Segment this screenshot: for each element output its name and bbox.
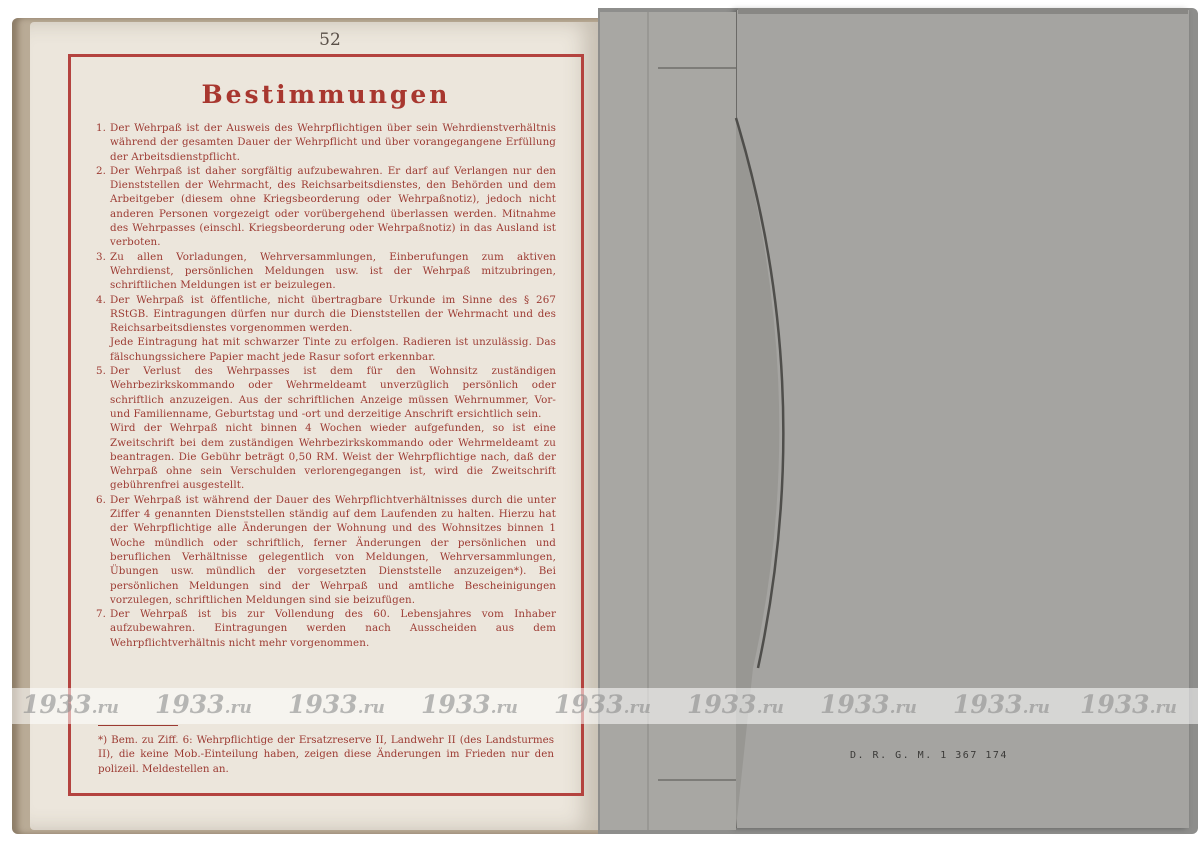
rule-text: Der Wehrpaß ist der Ausweis des Wehrpflichtigen über sein Wehrdienstverhältnis während der gesamten Dauer der Wehrpflicht und über vorangegangene Erfüllung der Arbeitsdienstpflicht. — [110, 122, 556, 163]
page-title: Bestimmungen — [201, 80, 451, 109]
watermark-text: 1933.ru — [421, 690, 518, 719]
rule-item — [96, 607, 556, 650]
watermark-text: 1933.ru — [155, 690, 252, 719]
watermark-text: 1933.ru — [1080, 690, 1177, 719]
rule-item — [96, 121, 556, 164]
rule-text: Der Wehrpaß ist öffentliche, nicht übertragbare Urkunde im Sinne des § 267 RStGB. Eintragungen dürfen nur durch die Dienststellen der Wehrmacht und des Reichsarbeitsdienstes vorgenommen werden. — [110, 293, 556, 335]
watermark-text: 1933.ru — [820, 690, 917, 719]
rule-text: Der Wehrpaß ist daher sorgfältig aufzubewahren. Er darf auf Verlangen nur den Dienststellen der Wehrmacht, des Reichsarbeitsdienstes, den Behörden und dem Arbeitgeber (diesem ohne Kriegsbeorderung oder Wehrpaßnotiz), jedoch nicht anderen Personen vorgezeigt oder vorübergehend überlassen werden. Mitnahme des Wehrpasses (einschl. Kriegsbeorderung oder Wehrpaßnotiz) in das Ausland ist verboten. — [110, 164, 556, 249]
rule-number: 7. — [96, 608, 107, 621]
watermark-text: 1933.ru — [953, 690, 1050, 719]
watermark-text: 1933.ru — [554, 690, 651, 719]
rule-number: 6. — [96, 493, 107, 506]
rule-text: Der Verlust des Wehrpasses ist dem für den Wohnsitz zuständigen Wehrbezirkskommando oder Wehrmeldeamt unverzüglich persönlich oder schriftlich anzuzeigen. Aus der schriftlichen Anzeige müssen Wehrnummer, Vor- und Familienname, Geburtstag und -ort und derzeitige Anschrift ersichtlich sein. — [110, 365, 556, 420]
rule-text: Der Wehrpaß ist bis zur Vollendung des 60. Lebensjahres vom Inhaber aufzubewahren. Eintragungen werden nach Ausscheiden aus dem Wehrpflichtverhältnis nicht mehr vorgenommen. — [110, 608, 556, 649]
rule-number: 1. — [96, 122, 107, 134]
footnote-divider — [98, 725, 178, 726]
footnote: *) Bem. zu Ziff. 6: Wehrpflichtige der Ersatzreserve II, Landwehr II (des Landsturmes II), die keine Mob.-Einteilung haben, zeigen diese Änderungen im Frieden nur den polizeil. Meldestellen an. — [98, 734, 554, 775]
rule-item — [96, 250, 556, 293]
page-number: 52 — [319, 30, 341, 50]
rule-number: 3. — [96, 250, 107, 263]
rule-number: 5. — [96, 365, 107, 378]
rule-item — [96, 164, 556, 250]
rules-list — [96, 121, 556, 650]
pocket-stamp: D. R. G. M. 1 367 174 — [850, 750, 1008, 761]
rule-text: Zu allen Vorladungen, Wehrversammlungen, Einberufungen zum aktiven Wehrdienst, persönlichen Meldungen usw. ist der Wehrpaß mitzubringen, schriftlichen Meldungen ist er beizulegen. — [110, 250, 556, 292]
rule-text: Der Wehrpaß ist während der Dauer des Wehrpflichtverhältnisses durch die unter Ziffer 4 genannten Dienststellen ständig auf dem Laufenden zu halten. Hierzu hat der Wehrpflichtige alle Änderungen der Wohnung und des Wohnsitzes binnen 1 Woche mündlich oder schriftlich, ferner Änderungen der persönlichen und beruflichen Verhältnisse gelegentlich von Meldungen, Wehrversammlungen, Übungen usw. mündlich der vorgesetzten Dienststelle anzuzeigen*). Bei persönlichen Meldungen sind der Wehrpaß und amtliche Bescheinigungen vorzulegen, schriftlichen Meldungen sind sie beizufügen. — [110, 493, 556, 606]
watermark-text: 1933.ru — [288, 690, 385, 719]
rule-text: Jede Eintragung hat mit schwarzer Tinte zu erfolgen. Radieren ist unzulässig. Das fälschungssichere Papier macht jede Rasur sofort erkennbar. — [110, 336, 556, 363]
rule-item — [96, 364, 556, 493]
rule-item — [96, 293, 556, 364]
rule-number: 4. — [96, 293, 107, 306]
rule-text: Wird der Wehrpaß nicht binnen 4 Wochen wieder aufgefunden, so ist eine Zweitschrift bei dem zuständigen Wehrbezirkskommando oder Wehrmeldeamt zu beantragen. Die Gebühr beträgt 0,50 RM. Weist der Wehrpflichtige nach, daß der Wehrpaß ohne sein Verschulden verlorengegangen ist, wird die Zweitschrift gebührenfrei ausgestellt. — [110, 422, 556, 492]
rule-number: 2. — [96, 164, 107, 177]
watermark-text: 1933.ru — [22, 690, 119, 719]
rule-item — [96, 493, 556, 607]
watermark-text: 1933.ru — [687, 690, 784, 719]
